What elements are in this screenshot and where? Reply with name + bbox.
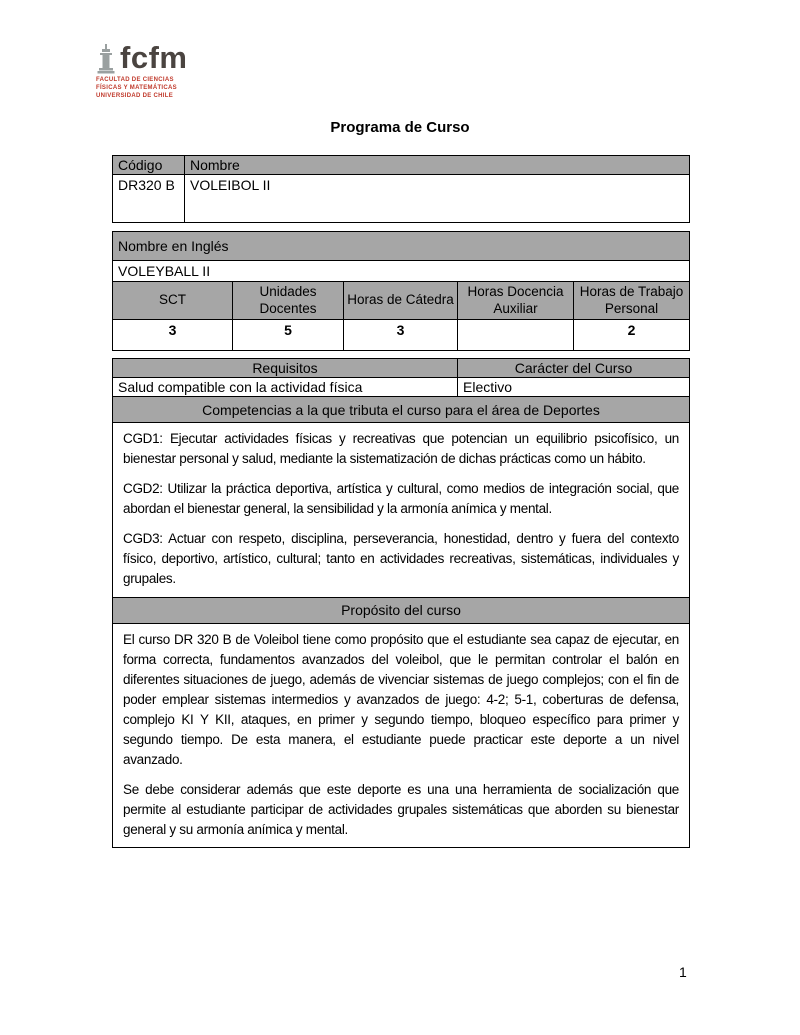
requisitos-value-cell: Salud compatible con la actividad física (113, 378, 458, 397)
proposito-paragraph-2: Se debe considerar además que este deporte es una una herramienta de socialización que permite al estudiante participar de actividades grupales sistemáticas que aborden su bienestar general y su armonía anímica y mental. (123, 781, 679, 837)
horas-catedra-header-cell: Horas de Cátedra (344, 282, 458, 320)
table-gap (112, 223, 689, 231)
course-detail-table (112, 358, 690, 848)
logo-brand-text: fcfm (120, 40, 188, 75)
horas-trabajo-personal-header-cell: Horas de Trabajo Personal (574, 282, 690, 320)
caracter-header-cell: Carácter del Curso (458, 359, 690, 378)
unidades-docentes-header-cell: Unidades Docentes (233, 282, 344, 320)
competencias-text-cell (113, 423, 690, 598)
nombre-ingles-value-cell: VOLEYBALL II (113, 261, 690, 282)
horas-catedra-value-cell: 3 (344, 320, 458, 351)
competencias-header-cell: Competencias a la que tributa el curso para el área de Deportes (113, 397, 690, 423)
cgd1-paragraph: CGD1: Ejecutar actividades físicas y recreativas que potencian un equilibrio psicofísico, un bienestar personal y salud, mediante la sistematización de dichas prácticas como un hábito. (123, 431, 679, 466)
page-number: 1 (679, 964, 687, 980)
codigo-header-cell: Código (113, 156, 185, 175)
proposito-header-cell: Propósito del curso (113, 597, 690, 623)
sct-header-cell: SCT (113, 282, 233, 320)
logo-subtitle-line1: FACULTAD DE CIENCIAS (96, 77, 174, 83)
university-tower-icon (96, 44, 116, 74)
horas-docencia-auxiliar-header-cell: Horas Docencia Auxiliar (458, 282, 574, 320)
logo-subtitle (96, 77, 187, 100)
course-hours-table (112, 231, 690, 351)
proposito-paragraph-1: El curso DR 320 B de Voleibol tiene como propósito que el estudiante sea capaz de ejecutar, en forma correcta, fundamentos avanzados del voleibol, que le permitan controlar el balón en diferentes situaciones de juego, además de vivenciar sistemas de juego complejos; con el fin de poder emplear sistemas intermedios y avanzados de juego: 4-2; 5-1, coberturas de defensa, complejo KI Y KII, ataques, en primer y segundo tiempo, bloqueo específico para primer y segundo tiempo. De esta manera, el estudiante puede practicar este deporte a un nivel avanzado. (123, 631, 679, 767)
nombre-value-cell: VOLEIBOL II (185, 175, 690, 223)
proposito-text-cell (113, 623, 690, 848)
horas-docencia-auxiliar-value-cell (458, 320, 574, 351)
cgd3-paragraph: CGD3: Actuar con respeto, disciplina, perseverancia, honestidad, dentro y fuera del contexto físico, deportivo, artístico, cultural; tanto en actividades recreativas, sistemáticas, individuales y grupales. (123, 530, 679, 586)
requisitos-header-cell: Requisitos (113, 359, 458, 378)
sct-value-cell: 3 (113, 320, 233, 351)
fcfm-logo (96, 42, 187, 100)
nombre-header-cell: Nombre (185, 156, 690, 175)
cgd2-paragraph: CGD2: Utilizar la práctica deportiva, artística y cultural, como medios de integración social, que abordan el bienestar general, la sensibilidad y la armonía anímica y mental. (123, 480, 679, 516)
table-gap (112, 351, 689, 358)
unidades-docentes-value-cell: 5 (233, 320, 344, 351)
codigo-value-cell: DR320 B (113, 175, 185, 223)
logo-subtitle-line2: FÍSICAS Y MATEMÁTICAS (96, 84, 177, 91)
course-id-table (112, 155, 690, 223)
nombre-ingles-header-cell: Nombre en Inglés (113, 232, 690, 261)
horas-trabajo-personal-value-cell: 2 (574, 320, 690, 351)
logo-subtitle-line3: UNIVERSIDAD DE CHILE (96, 92, 174, 99)
caracter-value-cell: Electivo (458, 378, 690, 397)
document-title: Programa de Curso (330, 119, 470, 136)
document-content (112, 155, 689, 848)
